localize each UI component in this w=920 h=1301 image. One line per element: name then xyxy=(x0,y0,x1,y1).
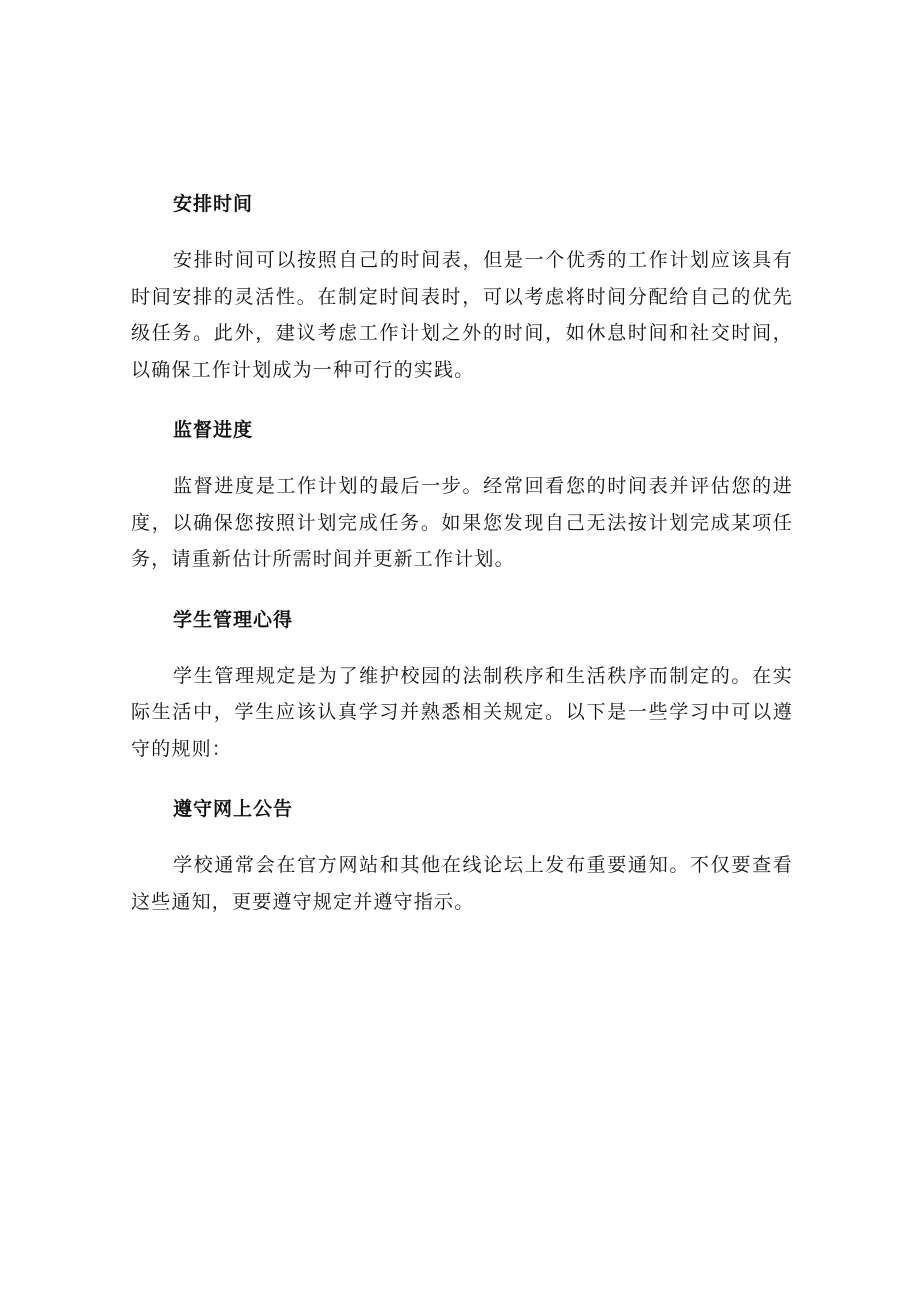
section-paragraph-monitor-progress: 监督进度是工作计划的最后一步。经常回看您的时间表并评估您的进度，以确保您按照计划完成任务。如果您发现自己无法按计划完成某项任务，请重新估计所需时间并更新工作计划。 xyxy=(131,475,793,570)
section-heading-student-management: 学生管理心得 xyxy=(173,608,294,631)
section-heading-monitor-progress: 监督进度 xyxy=(173,419,254,441)
section-paragraph-schedule-time: 安排时间可以按照自己的时间表，但是一个优秀的工作计划应该具有时间安排的灵活性。在制定时间表时，可以考虑将时间分配给自己的优先级任务。此外，建议考虑工作计划之外的时间，如休息时间和社交时间，以确保工作计划成为一种可行的实践。 xyxy=(131,249,793,381)
section-paragraph-student-management: 学生管理规定是为了维护校园的法制秩序和生活秩序而制定的。在实际生活中，学生应该认真学习并熟悉相关规定。以下是一些学习中可以遵守的规则： xyxy=(131,664,793,760)
section-heading-schedule-time: 安排时间 xyxy=(173,193,254,215)
section-heading-online-notices: 遵守网上公告 xyxy=(173,798,294,820)
section-paragraph-online-notices: 学校通常会在官方网站和其他在线论坛上发布重要通知。不仅要查看这些通知，更要遵守规定并遵守指示。 xyxy=(131,854,793,913)
document-body xyxy=(131,186,793,920)
